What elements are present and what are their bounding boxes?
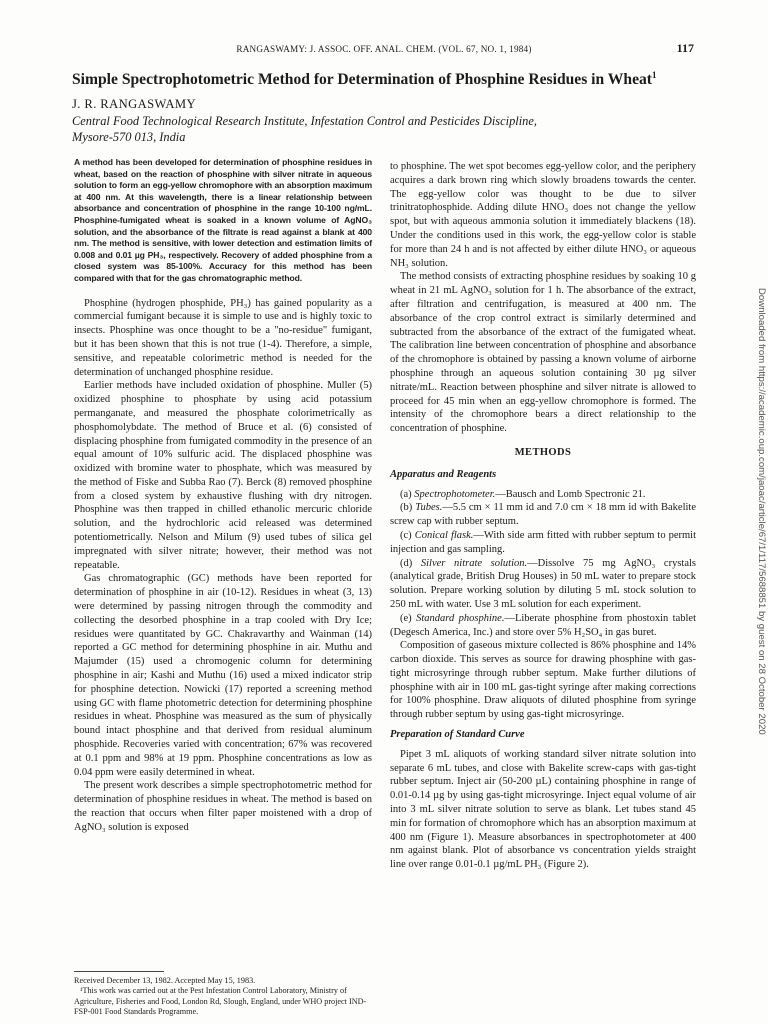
reagent-item: [390, 488, 696, 502]
article-title: [72, 66, 712, 89]
page-number: 117: [676, 41, 694, 55]
footnotes: [74, 976, 372, 1018]
item-mark: (b): [400, 502, 413, 514]
reagent-item: [390, 557, 696, 612]
item-mark: (c): [400, 529, 412, 541]
reagent-item: [390, 501, 696, 529]
item-label: Spectrophotometer.: [414, 488, 496, 500]
composition-paragraph: Composition of gaseous mixture collected is 86% phosphine and 14% carbon dioxide. This serves as source for drawing phosphine with gas-tight microsyringe through rubber septum. Make further dilutions of phosphine with air in 100 mL gas-tight syringe after making corrections for 100% phosphine. Draw aliquots of diluted phosphine from syringe through rubber septum by using gas-tight microsyringe.: [390, 640, 696, 721]
running-head: RANGASWAMY: J. ASSOC. OFF. ANAL. CHEM. (VOL. 67, NO. 1, 1984): [236, 44, 532, 54]
item-label: Tubes.: [415, 502, 443, 514]
article-title-text: Simple Spectrophotometric Method for Determination of Phosphine Residues in Wheat: [72, 71, 652, 89]
body-paragraph: The method consists of extracting phosphine residues by soaking 10 g wheat in 21 mL AgNO₃ solution for 1 h. The absorbance of the extract, after filtration and centrifugation, is measured at 400 nm. The absorbance of the crop control extract is similarly determined and subtracted from the absorbance of the extract of the fumigated wheat. The calibration line between concentration of phosphine and absorbance of the chromophore is obtained by passing a known volume of airborne phosphine through an aqueous solution containing 30 µg silver nitrate/mL. Reaction between phosphine and silver nitrate is allowed to proceed for 45 min when an egg-yellow chromophore is formed. The intensity of the chromophore bears a direct relationship to the concentration of phosphine.: [390, 271, 696, 435]
body-paragraph: to phosphine. The wet spot becomes egg-yellow color, and the periphery acquires a dark brown ring which slowly broadens towards the center. The egg-yellow color was thought to be due to silver trinitratophosphide. Adding dilute HNO₃ does not change the yellow spot, but with aqueous ammonia solution it immediately blackens (18). Under the conditions used in this work, the egg-yellow color is stable for more than 24 h and is not affected by either dilute HNO₃ or aqueous NH₃ solution.: [390, 161, 696, 269]
item-text: —Bausch and Lomb Spectronic 21.: [495, 488, 646, 500]
item-text: —Liberate phosphine from phostoxin tablet (Degesch America, Inc.) and store over 5% H₂SO₄ in gas buret.: [390, 612, 697, 638]
item-mark: (e): [400, 612, 412, 624]
methods-heading: METHODS: [514, 446, 572, 458]
footnote-divider: [74, 971, 164, 972]
item-mark: (a): [400, 488, 412, 500]
affiliation-line-2: Mysore-570 013, India: [72, 130, 186, 144]
introduction: [74, 297, 372, 835]
item-text: —With side arm fitted with rubber septum to permit injection and gas sampling.: [390, 529, 697, 555]
standard-curve-paragraph: Pipet 3 mL aliquots of working standard silver nitrate solution into separate 6 mL tubes, and close with Bakelite screw-caps with gas-tight rubber septum. Inject air (50-200 µL) containing phosphine in range of 0.01-0.14 µg by using gas-tight microsyringe. Inject equal volume of air into 3 mL silver nitrate solution to serve as blank. Let tubes stand 45 min for formation of chromophore which has an absorption maximum at 400 nm (Figure 1). Measure absorbances in spectrophotometer at 400 nm against blank. Plot of absorbance vs concentration yields straight line over range 0.01-0.1 µg/mL PH₃ (Figure 2).: [390, 748, 696, 871]
author-affiliation: [72, 113, 712, 145]
reagent-item: [390, 529, 696, 557]
item-label: Conical flask.: [414, 529, 474, 541]
download-stamp: [751, 288, 768, 868]
item-mark: (d): [400, 557, 413, 569]
standard-curve-heading: Preparation of Standard Curve: [390, 729, 525, 741]
intro-paragraph: Earlier methods have included oxidation of phosphine. Muller (5) oxidized phosphine to phosphate by using acid potassium permanganate, and measured the phosphate colorimetrically as phosphomolybdate. The method of Bruce et al. (6) consisted of displacing phosphine from fumigated commodity in the presence of an equal amount of 10% sulfuric acid. The displaced phosphine was oxidized with bromine water to phosphate, which was measured by the method of Fiske and Subba Rao (7). Berck (8) removed phosphine from a closed system by exhaustive flushing with dry nitrogen. Phosphine was then trapped in chilled ethanolic mercuric chloride solution, and the hydrochloric acid released was determined potentiometrically. Nelson and Milum (9) used tubes of silica gel impregnated with silver nitrate; however, their method was not repeatable.: [74, 380, 372, 571]
received-note: Received December 13, 1982. Accepted May 15, 1983.: [74, 976, 256, 985]
intro-paragraph: The present work describes a simple spectrophotometric method for determination of phosphine residues in wheat. The method is based on the reaction that occurs when filter paper moistened with a drop of AgNO₃ solution is exposed: [74, 780, 372, 833]
title-footnote-mark: 1: [651, 70, 657, 80]
intro-paragraph: Gas chromatographic (GC) methods have been reported for determination of phosphine in air (10-12). Residues in wheat (3, 13) were determined by passing nitrogen through the commodity and collecting the desorbed phosphine in a trap cooled with Dry Ice; residues were quantitated by GC. Chakravarthy and Wainman (14) reported a GC method for determining phosphine in air. Muthu and Majumder (15) used a chromogenic column for determining phosphine in air; Kashi and Muthu (16) used a mixed indicator strip for phosphine detection. Nowicki (17) reported a screening method using GC with flame photometric detection for determining phosphine residues in wheat. Phosphine was measured as the sum of physically bound intact phosphine and that derived from residual aluminum phosphide. Recoveries varied with concentration; 67% was recovered at 0.1 ppm and 98% at 19 ppm. Phosphine concentrations as low as 0.04 ppm were easily determined in wheat.: [74, 573, 372, 778]
item-text: —Dissolve 75 mg AgNO₃ crystals (analytical grade, British Drug Houses) in 50 mL water to prepare stock solution. Prepare working solution by diluting 5 mL stock solution to 250 mL with water. Use 3 mL solution for each experiment.: [390, 557, 696, 610]
author-name: J. R. RANGASWAMY: [72, 97, 196, 111]
item-label: Standard phosphine.: [416, 612, 505, 624]
item-text: —5.5 cm × 11 mm id and 7.0 cm × 18 mm id with Bakelite screw cap with rubber septum.: [390, 502, 696, 528]
intro-paragraph: Phosphine (hydrogen phosphide, PH₃) has gained popularity as a commercial fumigant because it is simple to use and is highly toxic to insects. Phosphine was once thought to be a "no-residue" fumigant, but it has been shown that this is not true (1-4). Therefore, a simple, sensitive, and repeatable colorimetric method is needed for the determination of unchanged phosphine residue.: [74, 297, 372, 378]
download-stamp-text: Downloaded from https://academic.oup.com/jaoac/article/67/1/117/5688851 by guest on 28 October 2020: [756, 288, 767, 735]
reagent-item: [390, 612, 696, 640]
apparatus-heading: Apparatus and Reagents: [390, 468, 497, 480]
right-column: [390, 160, 696, 872]
left-column: [74, 157, 372, 835]
abstract: A method has been developed for determination of phosphine residues in wheat, based on the reaction of phosphine with silver nitrate in aqueous solution to form an egg-yellow chromophore with an absorption maximum at 400 nm. At this wavelength, there is a linear relationship between absorbance and concentration of phosphine in the range 10-100 ng/mL. Phosphine-fumigated wheat is soaked in a known volume of AgNO₃ solution, and the absorbance of the filtrate is read against a blank at 400 nm. The method is sensitive, with lower detection and estimation limits of 0.008 and 0.01 µg PH₃, respectively. Recovery of added phosphine from a closed system was 85-100%. Accuracy for this method has been compared with that for the gas chromatographic method.: [74, 157, 372, 283]
item-label: Silver nitrate solution.: [420, 557, 528, 569]
acknowledgement-note: ¹This work was carried out at the Pest Infestation Control Laboratory, Ministry of Agriculture, Fisheries and Food, London Rd, Slough, England, under WHO project IND-FSP-001 Food Standards Programme.: [74, 986, 367, 1017]
affiliation-line-1: Central Food Technological Research Institute, Infestation Control and Pesticides Discipline,: [72, 114, 537, 128]
